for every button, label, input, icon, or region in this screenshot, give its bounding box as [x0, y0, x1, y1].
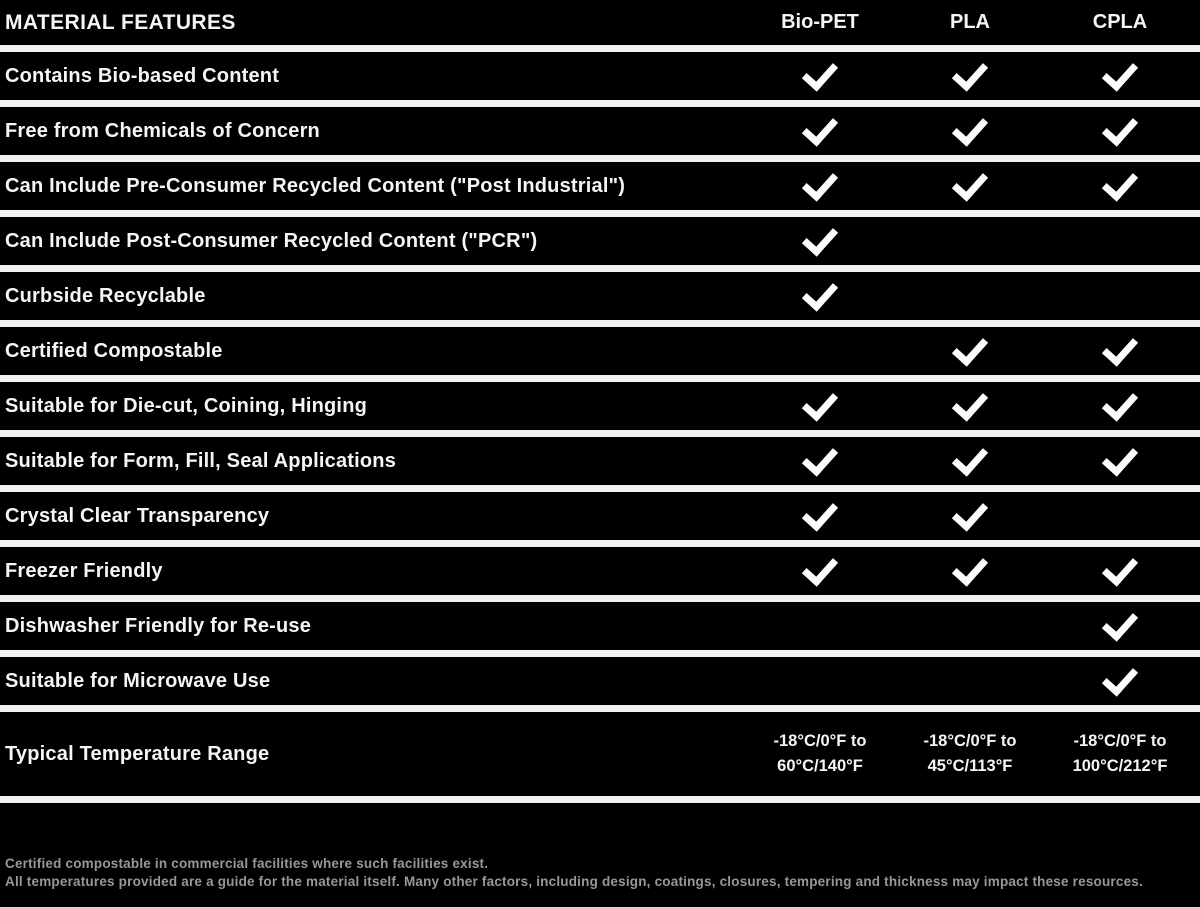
- check-cell: [745, 602, 895, 650]
- feature-label: Crystal Clear Transparency: [5, 504, 270, 527]
- checkmark-icon: [1102, 164, 1138, 201]
- temp-line: 60°C/140°F: [777, 757, 863, 775]
- row-divider: [0, 595, 1200, 602]
- checkmark-icon: [952, 109, 988, 146]
- check-cell: [895, 437, 1045, 485]
- check-cell: [895, 382, 1045, 430]
- check-cell: [745, 437, 895, 485]
- check-cell: [1045, 657, 1195, 705]
- table-row: [0, 217, 1200, 265]
- checkmark-icon: [1102, 604, 1138, 641]
- checkmark-icon: [952, 384, 988, 421]
- feature-label: Certified Compostable: [5, 339, 223, 362]
- temp-cell-cpla: [1045, 712, 1195, 796]
- row-divider: [0, 796, 1200, 803]
- check-cell: [895, 492, 1045, 540]
- checkmark-icon: [1102, 109, 1138, 146]
- checkmark-icon: [802, 219, 838, 256]
- feature-label: Typical Temperature Range: [5, 742, 270, 765]
- check-cell: [745, 217, 895, 265]
- footnote-compostable: Certified compostable in commercial facilities where such facilities exist.: [5, 856, 489, 871]
- table-row: [0, 437, 1200, 485]
- row-divider: [0, 705, 1200, 712]
- temp-line: -18°C/0°F to: [923, 732, 1017, 750]
- feature-label: Suitable for Microwave Use: [5, 669, 271, 692]
- checkmark-icon: [1102, 329, 1138, 366]
- row-divider: [0, 430, 1200, 437]
- row-divider: [0, 650, 1200, 657]
- row-divider: [0, 100, 1200, 107]
- table-row: [0, 382, 1200, 430]
- checkmark-icon: [802, 54, 838, 91]
- check-cell: [1045, 382, 1195, 430]
- feature-label: Can Include Post-Consumer Recycled Content ("PCR"): [5, 229, 538, 252]
- checkmark-icon: [802, 164, 838, 201]
- check-cell: [1045, 52, 1195, 100]
- check-cell: [745, 382, 895, 430]
- temp-line: -18°C/0°F to: [1073, 732, 1167, 750]
- feature-label: Can Include Pre-Consumer Recycled Content ("Post Industrial"): [5, 174, 626, 197]
- table-row: [0, 657, 1200, 705]
- table-row: [0, 107, 1200, 155]
- footnote-temperature: All temperatures provided are a guide for the material itself. Many other factors, including design, coatings, closures, tempering and thickness may impact these resources.: [5, 874, 1143, 889]
- check-cell: [1045, 602, 1195, 650]
- check-cell: [895, 602, 1045, 650]
- column-header-bio-pet: Bio-PET: [781, 11, 859, 33]
- check-cell: [1045, 107, 1195, 155]
- footnotes: [0, 855, 1200, 891]
- check-cell: [1045, 327, 1195, 375]
- checkmark-icon: [802, 549, 838, 586]
- check-cell: [745, 52, 895, 100]
- temp-line: 45°C/113°F: [927, 757, 1013, 775]
- row-divider: [0, 45, 1200, 52]
- checkmark-icon: [802, 494, 838, 531]
- feature-label: Dishwasher Friendly for Re-use: [5, 614, 312, 637]
- check-cell: [1045, 272, 1195, 320]
- checkmark-icon: [952, 494, 988, 531]
- check-cell: [1045, 547, 1195, 595]
- temp-line: -18°C/0°F to: [773, 732, 867, 750]
- check-cell: [1045, 162, 1195, 210]
- row-divider: [0, 375, 1200, 382]
- temperature-row: [0, 712, 1200, 796]
- check-cell: [745, 492, 895, 540]
- check-cell: [895, 272, 1045, 320]
- temp-cell-bio-pet: [745, 712, 895, 796]
- table-row: [0, 327, 1200, 375]
- row-divider: [0, 485, 1200, 492]
- check-cell: [745, 272, 895, 320]
- check-cell: [895, 52, 1045, 100]
- table-row: [0, 52, 1200, 100]
- feature-label: Suitable for Form, Fill, Seal Applications: [5, 449, 397, 472]
- table-row: [0, 272, 1200, 320]
- feature-label: Free from Chemicals of Concern: [5, 119, 320, 142]
- row-divider: [0, 540, 1200, 547]
- check-cell: [895, 162, 1045, 210]
- checkmark-icon: [802, 109, 838, 146]
- temp-line: 100°C/212°F: [1072, 757, 1168, 775]
- checkmark-icon: [802, 274, 838, 311]
- column-header-cpla: CPLA: [1092, 11, 1148, 33]
- checkmark-icon: [952, 439, 988, 476]
- check-cell: [895, 107, 1045, 155]
- checkmark-icon: [1102, 549, 1138, 586]
- checkmark-icon: [1102, 384, 1138, 421]
- checkmark-icon: [952, 329, 988, 366]
- checkmark-icon: [1102, 659, 1138, 696]
- checkmark-icon: [952, 54, 988, 91]
- check-cell: [745, 107, 895, 155]
- feature-label: Contains Bio-based Content: [5, 64, 280, 87]
- feature-label: Suitable for Die-cut, Coining, Hinging: [5, 394, 368, 417]
- checkmark-icon: [1102, 54, 1138, 91]
- temp-cell-pla: [895, 712, 1045, 796]
- check-cell: [895, 547, 1045, 595]
- table-header: [0, 0, 1200, 45]
- check-cell: [745, 657, 895, 705]
- feature-label: Freezer Friendly: [5, 559, 163, 582]
- checkmark-icon: [952, 549, 988, 586]
- checkmark-icon: [802, 439, 838, 476]
- check-cell: [895, 657, 1045, 705]
- column-header-pla: PLA: [950, 11, 990, 33]
- table-row: [0, 492, 1200, 540]
- table-row: [0, 162, 1200, 210]
- check-cell: [1045, 437, 1195, 485]
- check-cell: [895, 217, 1045, 265]
- check-cell: [745, 162, 895, 210]
- check-cell: [1045, 217, 1195, 265]
- table-row: [0, 602, 1200, 650]
- row-divider: [0, 265, 1200, 272]
- row-divider: [0, 320, 1200, 327]
- feature-label: Curbside Recyclable: [5, 284, 206, 307]
- check-cell: [895, 327, 1045, 375]
- row-divider: [0, 155, 1200, 162]
- check-cell: [745, 547, 895, 595]
- page-title: MATERIAL FEATURES: [5, 10, 236, 34]
- checkmark-icon: [1102, 439, 1138, 476]
- table-row: [0, 547, 1200, 595]
- check-cell: [1045, 492, 1195, 540]
- feature-rows: [0, 52, 1200, 712]
- check-cell: [745, 327, 895, 375]
- checkmark-icon: [952, 164, 988, 201]
- row-divider: [0, 210, 1200, 217]
- checkmark-icon: [802, 384, 838, 421]
